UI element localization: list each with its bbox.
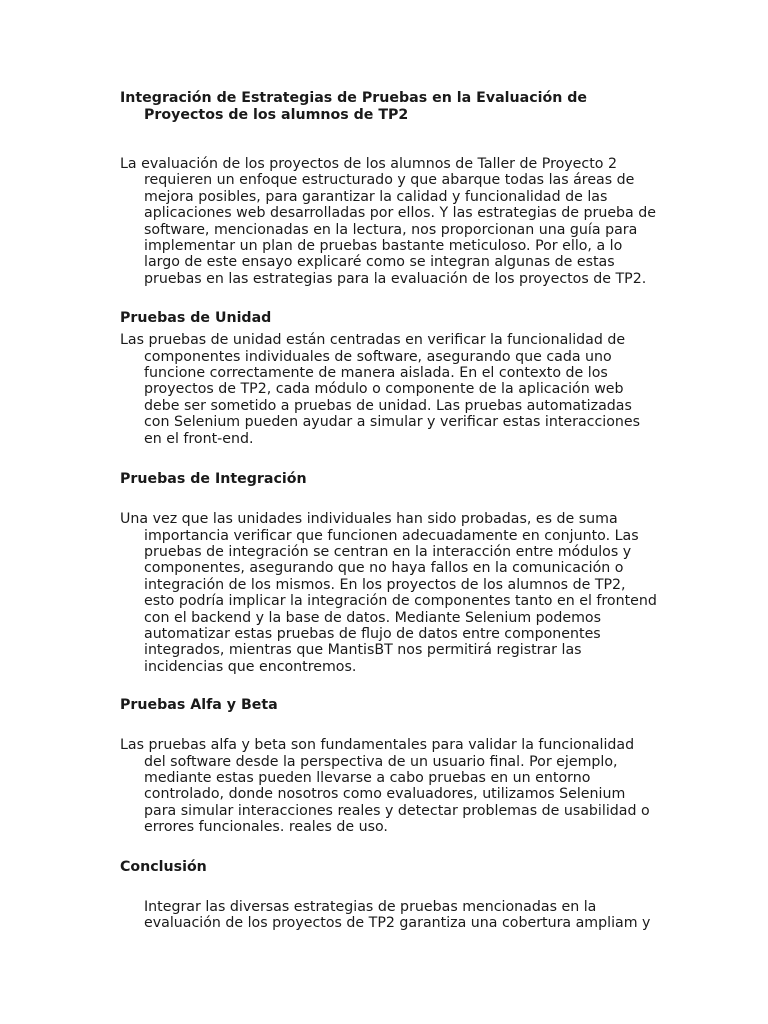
section-body-integracion: Una vez que las unidades individuales han sido probadas, es de suma importancia verificar que funcionen adecuadamente en conjunto. Las pruebas de integración se centran en la interacción entre módulos y componentes, asegurando que no haya fallos en la comunicación o integración de los mismos. En los proyectos de los alumnos de TP2, esto podría implicar la integración de componentes tanto en el frontend con el backend y la base de datos. Mediante Selenium podemos automatizar estas pruebas de flujo de datos entre componentes integrados, mientras que MantisBT nos permitirá registrar las incidencias que encontremos.	[120, 511, 657, 675]
section-body-unidad: Las pruebas de unidad están centradas en verificar la funcionalidad de componentes individuales de software, asegurando que cada uno funcione correctamente de manera aislada. En el contexto de los proyectos de TP2, cada módulo o componente de la aplicación web debe ser sometido a pruebas de unidad. Las pruebas automatizadas con Selenium pueden ayudar a simular y verificar estas interacciones en el front-end.	[120, 332, 641, 447]
section-body-conclusion: Integrar las diversas estrategias de pruebas mencionadas en la evaluación de los proyectos de TP2 garantiza una cobertura ampliam y	[144, 898, 651, 931]
intro-paragraph: La evaluación de los proyectos de los alumnos de Taller de Proyecto 2 requieren un enfoque estructurado y que abarque todas las áreas de mejora posibles, para garantizar la calidad y funcionalidad de las aplicaciones web desarrolladas por ellos. Y las estrategias de prueba de software, mencionadas en la lectura, nos proporcionan una guía para implementar un plan de pruebas bastante meticuloso. Por ello, a lo largo de este ensayo explicaré como se integran algunas de estas pruebas en las estrategias para la evaluación de los proyectos de TP2.	[120, 156, 656, 287]
section-heading-unidad: Pruebas de Unidad	[120, 310, 272, 327]
document-page	[120, 90, 660, 931]
section-heading-alfa-beta: Pruebas Alfa y Beta	[120, 697, 278, 714]
section-heading-integracion: Pruebas de Integración	[120, 471, 307, 488]
section-body-alfa-beta: Las pruebas alfa y beta son fundamentales para validar la funcionalidad del software desde la perspectiva de un usuario final. Por ejemplo, mediante estas pueden llevarse a cabo pruebas en un entorno controlado, donde nosotros como evaluadores, utilizamos Selenium para simular interacciones reales y detectar problemas de usabilidad o errores funcionales. reales de uso.	[120, 737, 650, 836]
section-heading-conclusion: Conclusión	[120, 858, 207, 875]
document-title: Integración de Estrategias de Pruebas en la Evaluación de Proyectos de los alumnos de TP2	[120, 90, 588, 123]
